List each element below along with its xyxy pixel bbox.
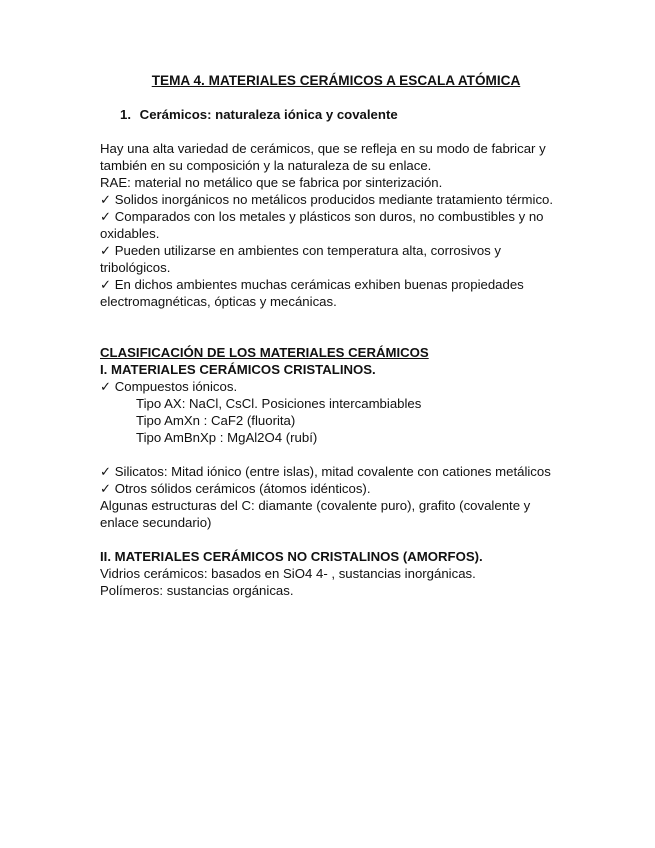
carbon-structures-line: enlace secundario) xyxy=(100,515,212,530)
classification-heading: CLASIFICACIÓN DE LOS MATERIALES CERÁMICOS xyxy=(100,345,429,360)
check-item: ✓ Compuestos iónicos. xyxy=(100,379,238,394)
intro-block xyxy=(100,140,570,310)
check-item-continuation: tribológicos. xyxy=(100,260,171,275)
rae-definition: RAE: material no metálico que se fabrica por sinterización. xyxy=(100,175,443,190)
glass-line: Vidrios cerámicos: basados en SiO4 4- , sustancias inorgánicas. xyxy=(100,566,476,581)
check-item: ✓ Solidos inorgánicos no metálicos producidos mediante tratamiento térmico. xyxy=(100,192,554,207)
spacer xyxy=(100,446,570,463)
intro-line: Hay una alta variedad de cerámicos, que se refleja en su modo de fabricar y xyxy=(100,141,546,156)
section-heading-text: Cerámicos: naturaleza iónica y covalente xyxy=(139,107,398,122)
document-page xyxy=(100,72,570,599)
classification-block xyxy=(100,344,570,599)
check-item: ✓ Silicatos: Mitad iónico (entre islas), mitad covalente con cationes metálicos xyxy=(100,464,551,479)
check-item-continuation: oxidables. xyxy=(100,226,160,241)
ionic-type-item: Tipo AX: NaCl, CsCl. Posiciones intercambiables xyxy=(136,396,422,411)
section-heading xyxy=(100,106,570,123)
amorphous-heading: II. MATERIALES CERÁMICOS NO CRISTALINOS (AMORFOS). xyxy=(100,549,483,564)
check-item: ✓ En dichos ambientes muchas cerámicas exhiben buenas propiedades xyxy=(100,277,524,292)
carbon-structures-line: Algunas estructuras del C: diamante (covalente puro), grafito (covalente y xyxy=(100,498,531,513)
check-item-continuation: electromagnéticas, ópticas y mecánicas. xyxy=(100,294,337,309)
spacer xyxy=(100,531,570,548)
intro-line: también en su composición y la naturaleza de su enlace. xyxy=(100,158,432,173)
check-item: ✓ Pueden utilizarse en ambientes con temperatura alta, corrosivos y xyxy=(100,243,502,258)
check-item: ✓ Comparados con los metales y plásticos son duros, no combustibles y no xyxy=(100,209,544,224)
ionic-type-item: Tipo AmBnXp : MgAl2O4 (rubí) xyxy=(136,430,318,445)
check-item: ✓ Otros sólidos cerámicos (átomos idénticos). xyxy=(100,481,371,496)
polymers-line: Polímeros: sustancias orgánicas. xyxy=(100,583,294,598)
document-title: TEMA 4. MATERIALES CERÁMICOS A ESCALA ATÓMICA xyxy=(151,73,521,88)
spacer xyxy=(100,310,570,344)
ionic-type-item: Tipo AmXn : CaF2 (fluorita) xyxy=(136,413,296,428)
section-number: 1. xyxy=(120,107,131,122)
crystalline-heading: I. MATERIALES CERÁMICOS CRISTALINOS. xyxy=(100,362,376,377)
